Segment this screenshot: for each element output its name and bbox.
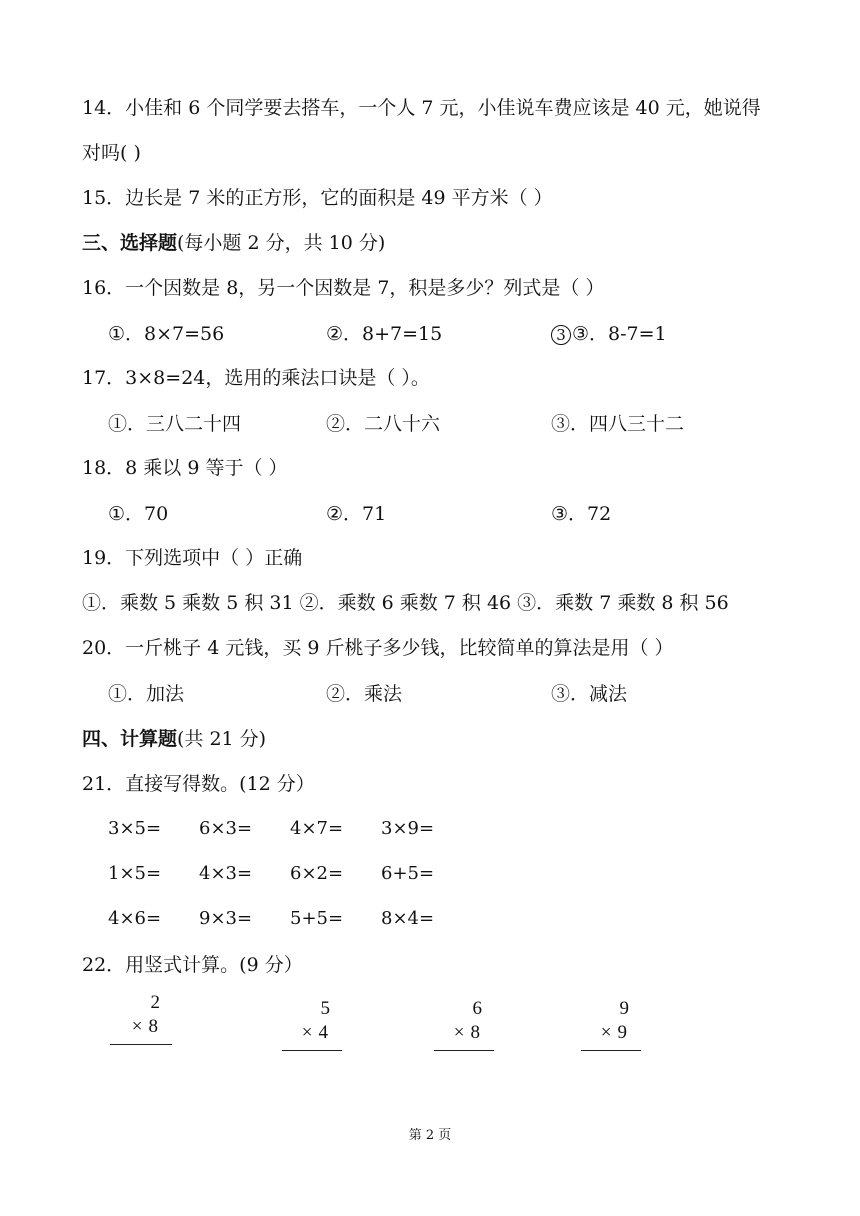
vertical-bottom-number: ×4 xyxy=(301,1022,334,1043)
section3-heading xyxy=(82,231,385,255)
vertical-underline xyxy=(282,1050,342,1051)
section3-sub: (每小题 2 分，共 10 分) xyxy=(177,232,386,254)
q20-text: 20．一斤桃子 4 元钱，买 9 斤桃子多少钱，比较简单的算法是用（ ） xyxy=(82,637,674,659)
vertical-problem xyxy=(110,992,172,1050)
q20-option-1: ①．加法 xyxy=(108,683,185,705)
q17-option-1: ①．三八二十四 xyxy=(108,413,242,435)
q18-text: 18．8 乘以 9 等于（ ） xyxy=(82,457,288,479)
calc-item: 9×3= xyxy=(199,908,253,929)
vertical-top-number: 6 xyxy=(472,998,482,1019)
vertical-underline xyxy=(110,1044,172,1045)
section4-title: 四、计算题 xyxy=(82,728,178,750)
calc-item: 4×3= xyxy=(199,863,253,884)
q19-text: 19．下列选项中（ ）正确 xyxy=(82,547,303,569)
calc-item: 6+5= xyxy=(381,863,435,884)
vertical-top-number: 5 xyxy=(320,998,330,1019)
section4-sub: (共 21 分) xyxy=(177,728,267,750)
calc-item: 6×3= xyxy=(199,818,253,839)
q17-option-2: ②．二八十六 xyxy=(326,413,441,435)
q16-option-3-label: ③．8-7=1 xyxy=(572,323,667,345)
q22-text: 22．用竖式计算。(9 分） xyxy=(82,954,303,976)
section3-title: 三、选择题 xyxy=(82,232,178,254)
section4-heading xyxy=(82,727,266,751)
calc-item: 3×9= xyxy=(381,818,435,839)
vertical-underline xyxy=(581,1050,641,1051)
q14-line1: 14．小佳和 6 个同学要去搭车，一个人 7 元，小佳说车费应该是 40 元，她说得 xyxy=(82,97,761,119)
calc-item: 5+5= xyxy=(290,908,344,929)
calc-item: 4×7= xyxy=(290,818,344,839)
vertical-problem xyxy=(282,998,342,1054)
q15-text: 15．边长是 7 米的正方形，它的面积是 49 平方米（ ） xyxy=(82,187,553,209)
calc-item: 1×5= xyxy=(108,863,162,884)
calc-item: 4×6= xyxy=(108,908,162,929)
q14-line2: 对吗( ) xyxy=(82,142,141,164)
q18-option-1: ①．70 xyxy=(108,503,169,525)
q17-text: 17．3×8=24，选用的乘法口诀是（ ）。 xyxy=(82,367,430,389)
q16-option-2: ②．8+7=15 xyxy=(326,323,443,345)
q18-option-2: ②．71 xyxy=(326,503,387,525)
calc-item: 3×5= xyxy=(108,818,162,839)
q20-option-3: ③．减法 xyxy=(551,683,628,705)
q16-text: 16．一个因数是 8，另一个因数是 7，积是多少？列式是（ ） xyxy=(82,277,605,299)
vertical-bottom-number: ×9 xyxy=(600,1022,633,1043)
circled-three-mark: 3 xyxy=(551,325,571,345)
page-footer: 第 2 页 xyxy=(408,1128,452,1143)
vertical-problem xyxy=(434,998,494,1054)
q21-text: 21．直接写得数。(12 分） xyxy=(82,773,315,795)
vertical-problem xyxy=(581,998,641,1054)
q18-option-3: ③．72 xyxy=(551,503,612,525)
q19-options: ①．乘数 5 乘数 5 积 31 ②．乘数 6 乘数 7 积 46 ③．乘数 7 乘数 8 积 56 xyxy=(82,592,729,614)
calc-item: 8×4= xyxy=(381,908,435,929)
q16-option-3 xyxy=(551,322,667,346)
vertical-bottom-number: ×8 xyxy=(131,1016,164,1037)
q16-option-1: ①．8×7=56 xyxy=(108,323,225,345)
vertical-bottom-number: ×8 xyxy=(453,1022,486,1043)
q20-option-2: ②．乘法 xyxy=(326,683,403,705)
vertical-underline xyxy=(434,1050,494,1051)
vertical-top-number: 2 xyxy=(150,992,160,1013)
vertical-top-number: 9 xyxy=(619,998,629,1019)
q17-option-3: ③．四八三十二 xyxy=(551,413,685,435)
calc-item: 6×2= xyxy=(290,863,344,884)
